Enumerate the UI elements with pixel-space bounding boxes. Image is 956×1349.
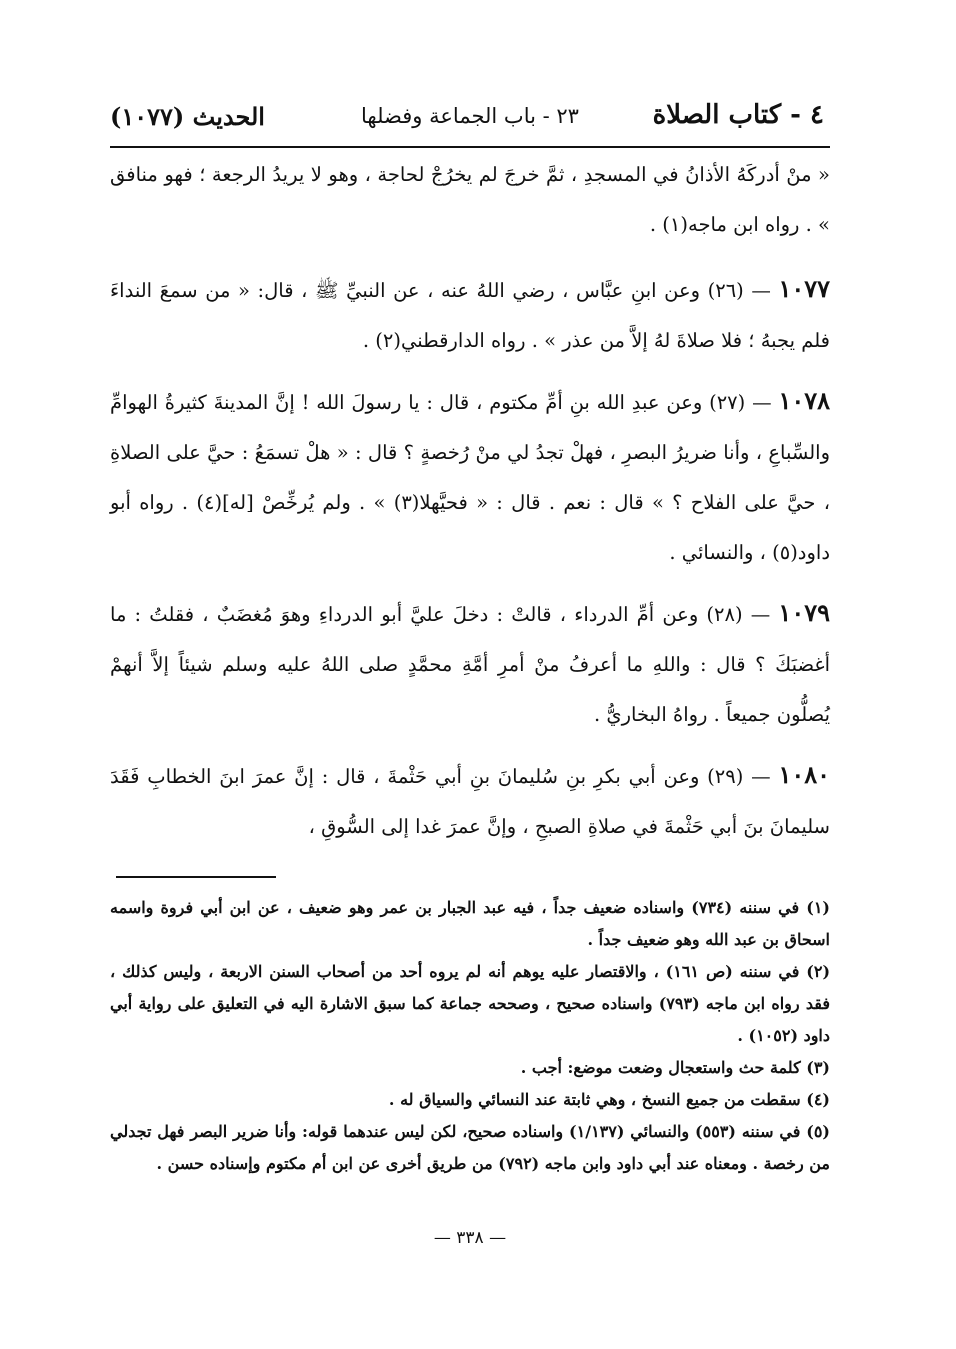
hadith-1078: [110, 376, 830, 578]
footnote-5: (٥) في سننه (٥٥٣) والنسائي (١/١٣٧) واسناده صحيح، لكن ليس عندهما قوله: وأنا ضرير البصر فهل تجدلي من رخصة . ومعناه عند أبي داود وابن ماجه (٧٩٢) من طريق أخرى عن ابن أم مكتوم وإسناده حسن .: [110, 1122, 830, 1173]
book-page: [110, 88, 830, 1268]
chapter-title: ٢٣ - باب الجماعة وفضلها: [361, 104, 579, 128]
paragraph-text: — (٢٨) وعن أمِّ الدرداء ، قالتْ : دخلَ عليَّ أبو الدرداءِ وهوَ مُغضَبٌ ، فقلتُ : ما أغضبَكَ ؟ قال : واللهِ ما أعرفُ منْ أمرِ أمَّةِ محمَّدٍ صلى اللهُ عليه وسلم شيئاً إلاَّ أنهمْ يُصلُّون جميعاً . رواهُ البخاريُّ .: [110, 603, 830, 726]
page-header: [110, 88, 830, 148]
footnote-3: (٣) كلمة حث واستعجال وضعت موضع: أجب .: [520, 1058, 830, 1077]
hadith-continuation: [110, 150, 830, 250]
hadith-1080: [110, 750, 830, 852]
main-text: [110, 148, 830, 852]
hadith-number: ١٠٧٧: [778, 274, 830, 303]
book-title: ٤ - كتاب الصلاة: [652, 100, 824, 130]
paragraph-text: — (٢٦) وعن ابنِ عبَّاس ، رضي اللهُ عنه ، عن النبيِّ ﷺ ، قال: « من سمعَ النداءَ فلم يجبهُ ؛ فلا صلاةَ لهُ إلاَّ من عذر » . رواه الدارقطني(٢) .: [110, 279, 830, 352]
hadith-number: ١٠٨٠: [778, 760, 830, 789]
paragraph-text: — (٢٩) وعن أبي بكرِ بنِ سُليمانَ بنِ أبي حَثْمةَ ، قال : إنَّ عمرَ ابنَ الخطابِ فَقَدَ سليمانَ بنَ أبي حَثْمةَ في صلاةِ الصبحِ ، وإنَّ عمرَ غدا إلى السُّوقِ ،: [110, 765, 830, 838]
hadith-number: ١٠٧٩: [778, 598, 830, 627]
hadith-1077: [110, 264, 830, 366]
footnotes: [110, 892, 830, 1180]
hadith-1079: [110, 588, 830, 740]
footnote-2: (٢) في سننه (ص ١٦١) ، والاقتصار عليه يوهم أنه لم يروه أحد من أصحاب السنن الاربعة ، وليس كذلك ، فقد رواه ابن ماجه (٧٩٣) واسناده صحيح ، وصححه جماعة كما سبق الاشارة اليه في التعليق على رواية أبي داود (١٠٥٢) .: [110, 962, 831, 1045]
footnote-1: (١) في سننه (٧٣٤) واسناده ضعيف جداً ، فيه عبد الجبار بن عمر وهو ضعيف ، عن ابن أبي فروة واسمه اسحاق بن عبد الله وهو ضعيف جداً .: [110, 898, 830, 949]
hadith-number: ١٠٧٨: [778, 386, 830, 415]
page-number: — ٣٣٨ —: [433, 1228, 507, 1248]
paragraph-text: — (٢٧) وعن عبدِ الله بنِ أمِّ مكتوم ، قال : يا رسولَ الله ! إنَّ المدينةَ كثيرةُ الهوامِّ والسِّباعِ ، وأنا ضريرُ البصرِ ، فهلْ تجدُ لي منْ رُخصةٍ ؟ قال : « هلْ تسمَعُ : حيَّ على الصلاةِ ، حيَّ على الفلاح ؟ » قال : نعم . قال : « فحيَّهلا(٣) » . ولم يُرخِّصْ [له](٤) . رواه أبو داود(٥) ، والنسائي .: [110, 391, 831, 564]
hadith-range: الحديث (١٠٧٧): [110, 102, 265, 131]
separator-line: [116, 876, 276, 878]
footnote-4: (٤) سقطت من جميع النسخ ، وهي ثابتة عند النسائي والسياق له .: [388, 1090, 830, 1109]
footnote-separator: [110, 862, 830, 892]
paragraph-text: « منْ أدركَهُ الأذانُ في المسجدِ ، ثمَّ خرجَ لم يخرُجْ لحاجة ، وهو لا يريدُ الرجعة ؛ فهو منافق » . رواه ابن ماجه(١) .: [110, 163, 830, 236]
